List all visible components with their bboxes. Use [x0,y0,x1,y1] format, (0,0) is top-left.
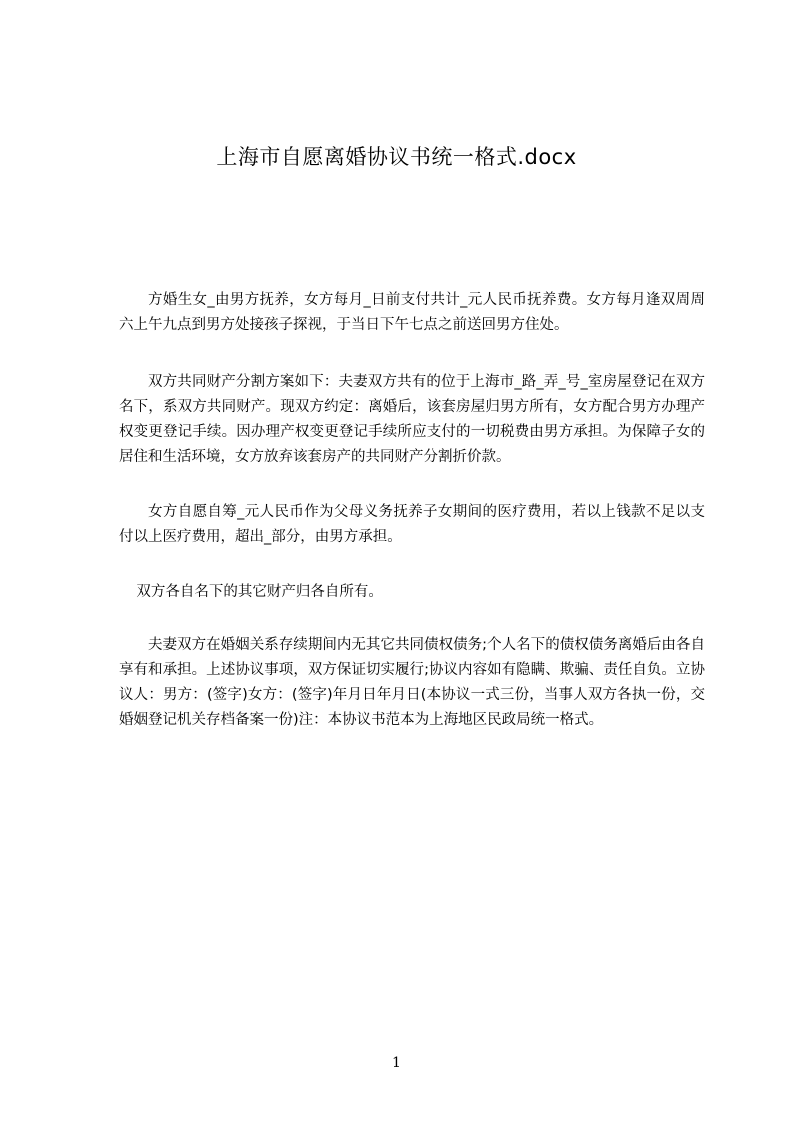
paragraph-property-division: 双方共同财产分割方案如下：夫妻双方共有的位于上海市_路_弄_号_室房屋登记在双方名下，系双方共同财产。现双方约定：离婚后，该套房屋归男方所有，女方配合男方办理产权变更登记手续。因办理产权变更登记手续所应支付的一切税费由男方承担。为保障子女的居住和生活环境，女方放弃该套房产的共同财产分割折价款。 [119,374,705,465]
page-number: 1 [392,1055,401,1071]
paragraph-child-custody: 方婚生女_由男方抚养，女方每月_日前支付共计_元人民币抚养费。女方每月逢双周周六上午九点到男方处接孩子探视，于当日下午七点之前送回男方住处。 [119,292,705,333]
paragraph-medical-expenses: 女方自愿自筹_元人民币作为父母义务抚养子女期间的医疗费用，若以上钱款不足以支付以上医疗费用，超出_部分，由男方承担。 [119,504,705,545]
document-title: 上海市自愿离婚协议书统一格式.docx [216,145,577,169]
paragraph-other-property: 双方各自名下的其它财产归各自所有。 [136,584,383,600]
paragraph-debts-and-signatures: 夫妻双方在婚姻关系存续期间内无其它共同债权债务;个人名下的债权债务离婚后由各自享有和承担。上述协议事项，双方保证切实履行;协议内容如有隐瞒、欺骗、责任自负。立协议人：男方：(签字)女方：(签字)年月日年月日(本协议一式三份，当事人双方各执一份，交婚姻登记机关存档备案一份)注：本协议书范本为上海地区民政局统一格式。 [119,637,705,728]
